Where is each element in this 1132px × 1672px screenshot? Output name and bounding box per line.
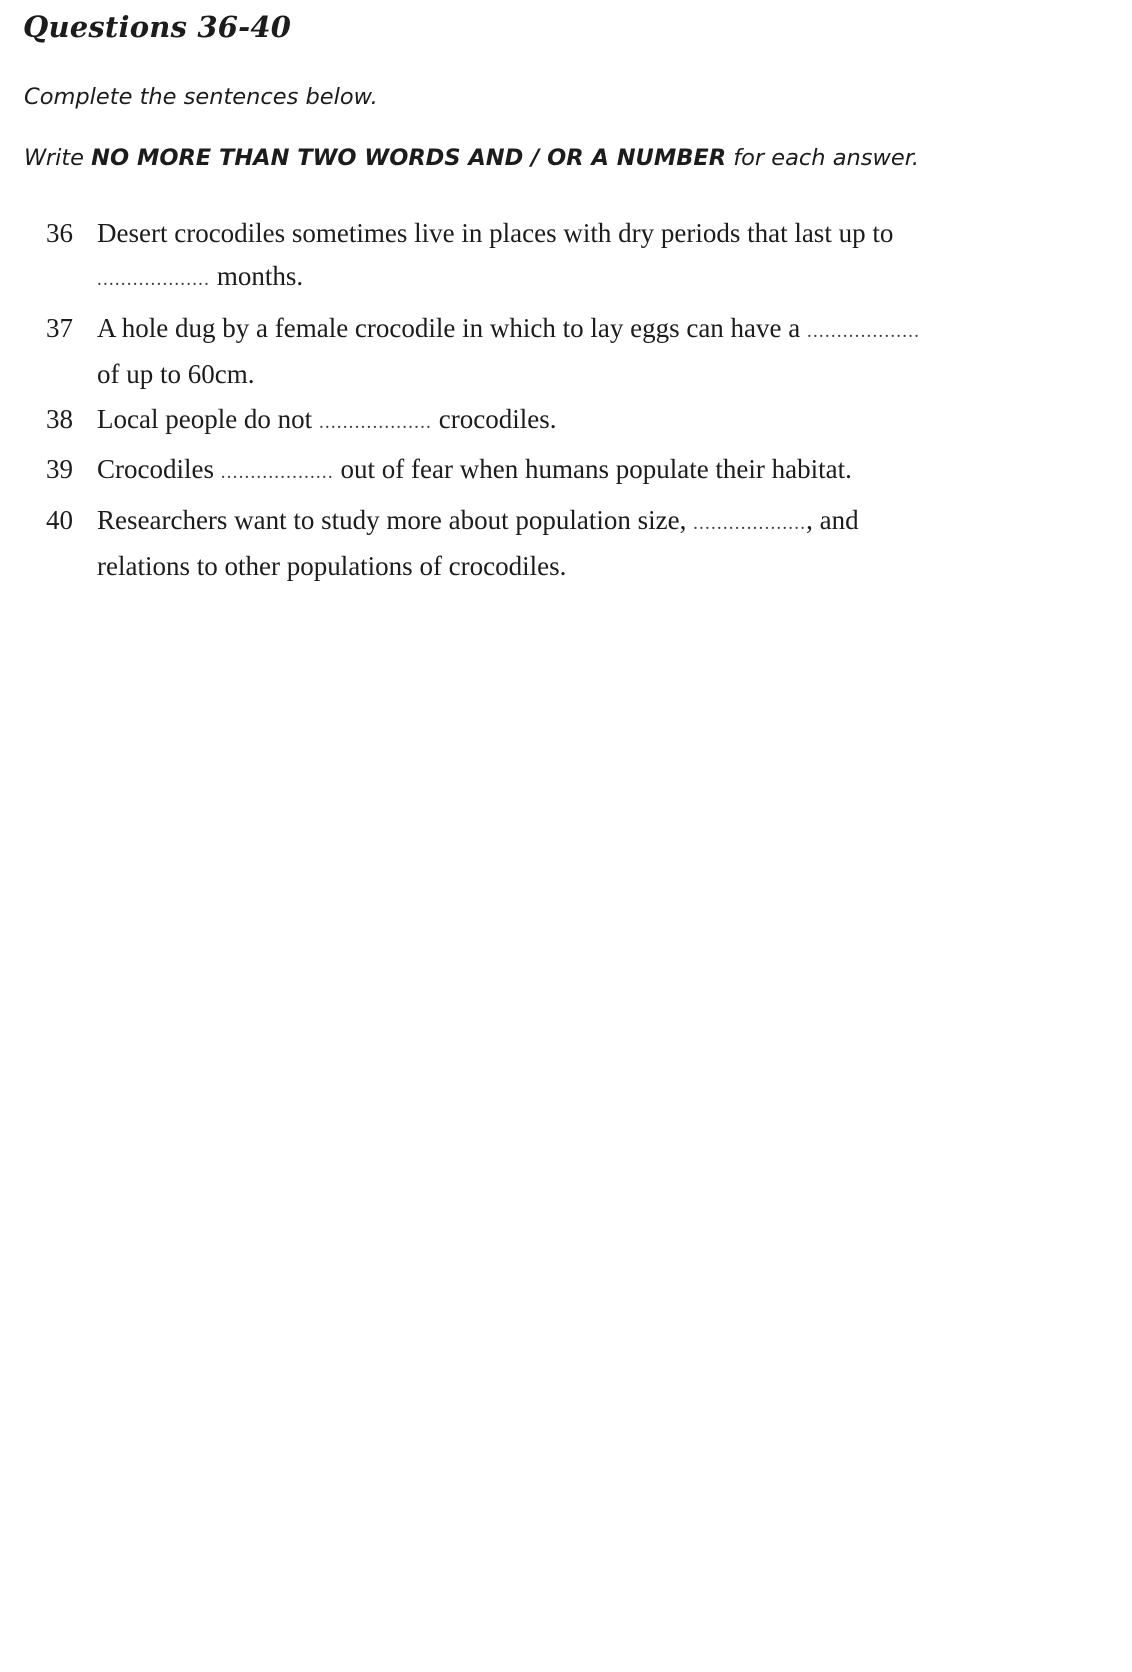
answer-blank-40[interactable]: ................... [693,513,807,534]
instruction-bold: NO MORE THAN TWO WORDS AND / OR A NUMBER [91,145,727,171]
instruction-word-limit [24,145,919,171]
question-line: Researchers want to study more about population size, [97,505,694,535]
question-36 [46,212,1126,301]
question-line-tail: crocodiles. [432,404,557,434]
question-line-tail: months. [210,261,304,291]
question-number: 39 [46,454,73,484]
question-line: A hole dug by a female crocodile in which to lay eggs can have a [97,313,808,343]
answer-blank-37[interactable]: ................... [807,321,921,342]
question-text [97,212,1126,301]
answer-blank-36[interactable]: ................... [97,269,211,290]
question-40 [46,499,1126,588]
instruction-suffix: for each answer. [726,145,920,171]
question-text [97,307,1126,396]
question-line-tail: out of fear when humans populate their habitat. [333,454,852,484]
question-37 [46,307,1126,396]
question-text [97,499,1126,588]
question-38 [46,398,1126,444]
instruction-prefix: Write [24,145,92,171]
question-line-2: relations to other populations of crocodiles. [97,551,567,581]
question-line: Local people do not [97,404,319,434]
question-number: 37 [46,313,73,343]
question-39 [46,448,1126,494]
question-line-2: of up to 60cm. [97,359,255,389]
instruction-complete: Complete the sentences below. [24,84,378,110]
answer-blank-39[interactable]: ................... [220,462,334,483]
question-line-tail: , and [806,505,859,535]
question-number: 36 [46,218,73,248]
question-number: 40 [46,505,73,535]
question-text [97,398,1126,444]
answer-blank-38[interactable]: ................... [318,412,432,433]
question-line: Desert crocodiles sometimes live in places with dry periods that last up to [97,218,894,248]
question-text [97,448,1126,494]
section-heading: Questions 36-40 [23,10,292,44]
question-line: Crocodiles [97,454,221,484]
question-number: 38 [46,404,73,434]
